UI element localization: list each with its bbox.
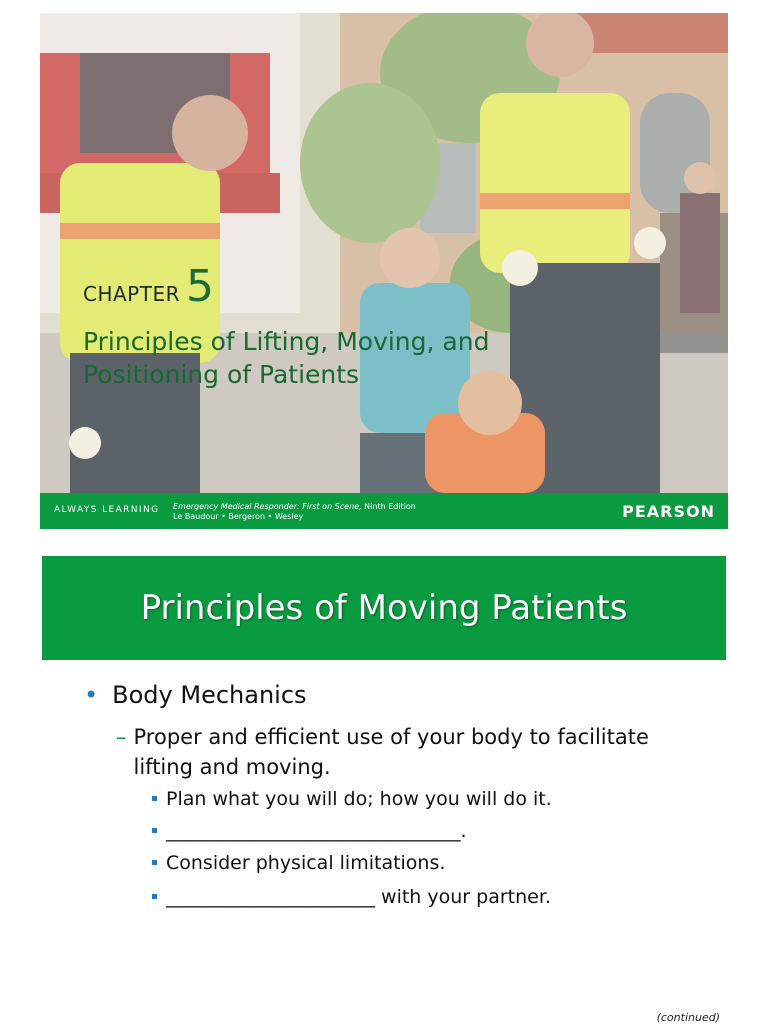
dash-bullet-icon: – bbox=[116, 725, 127, 749]
chapter-number: 5 bbox=[186, 261, 214, 312]
pearson-logo: PEARSON bbox=[622, 502, 715, 521]
sub-bullet-blank: _______________________________. bbox=[166, 820, 467, 842]
sub-bullet bbox=[152, 788, 552, 810]
bullet-level-2-text: Proper and efficient use of your body to facilitate lifting and moving. bbox=[133, 725, 649, 779]
continued-note: (continued) bbox=[656, 1011, 720, 1024]
sub-bullet-blank: ______________________ with your partner. bbox=[166, 886, 551, 908]
always-learning-tagline: ALWAYS LEARNING bbox=[54, 505, 160, 515]
sub-bullet bbox=[152, 886, 551, 908]
sub-bullet bbox=[152, 852, 445, 874]
round-bullet-icon: • bbox=[84, 681, 99, 709]
book-edition: Ninth Edition bbox=[364, 502, 416, 511]
sub-bullet-text: Plan what you will do; how you will do it. bbox=[166, 788, 552, 810]
square-bullet-icon bbox=[152, 894, 157, 899]
book-title: Emergency Medical Responder: First on Scene, bbox=[173, 502, 362, 511]
square-bullet-icon bbox=[152, 860, 157, 865]
square-bullet-icon bbox=[152, 828, 157, 833]
photo-overlay bbox=[40, 13, 728, 493]
book-authors: Le Baudour • Bergeron • Wesley bbox=[173, 512, 304, 521]
square-bullet-icon bbox=[152, 796, 157, 801]
sub-bullet-text: Consider physical limitations. bbox=[166, 852, 446, 874]
bullet-level-1 bbox=[84, 681, 307, 709]
chapter-title-line-2: Positioning of Patients bbox=[83, 360, 360, 389]
chapter-label: CHAPTER bbox=[83, 282, 180, 306]
bullet-level-1-text: Body Mechanics bbox=[112, 681, 307, 709]
content-slide-header bbox=[42, 556, 726, 660]
sub-bullet bbox=[152, 820, 467, 842]
chapter-title bbox=[83, 325, 603, 391]
title-slide bbox=[40, 13, 728, 529]
chapter-heading bbox=[83, 261, 214, 312]
book-citation bbox=[173, 502, 416, 522]
content-slide-title: Principles of Moving Patients bbox=[140, 588, 628, 628]
chapter-title-line-1: Principles of Lifting, Moving, and bbox=[83, 327, 490, 356]
footer-bar bbox=[40, 493, 728, 529]
bullet-level-2 bbox=[116, 722, 676, 782]
